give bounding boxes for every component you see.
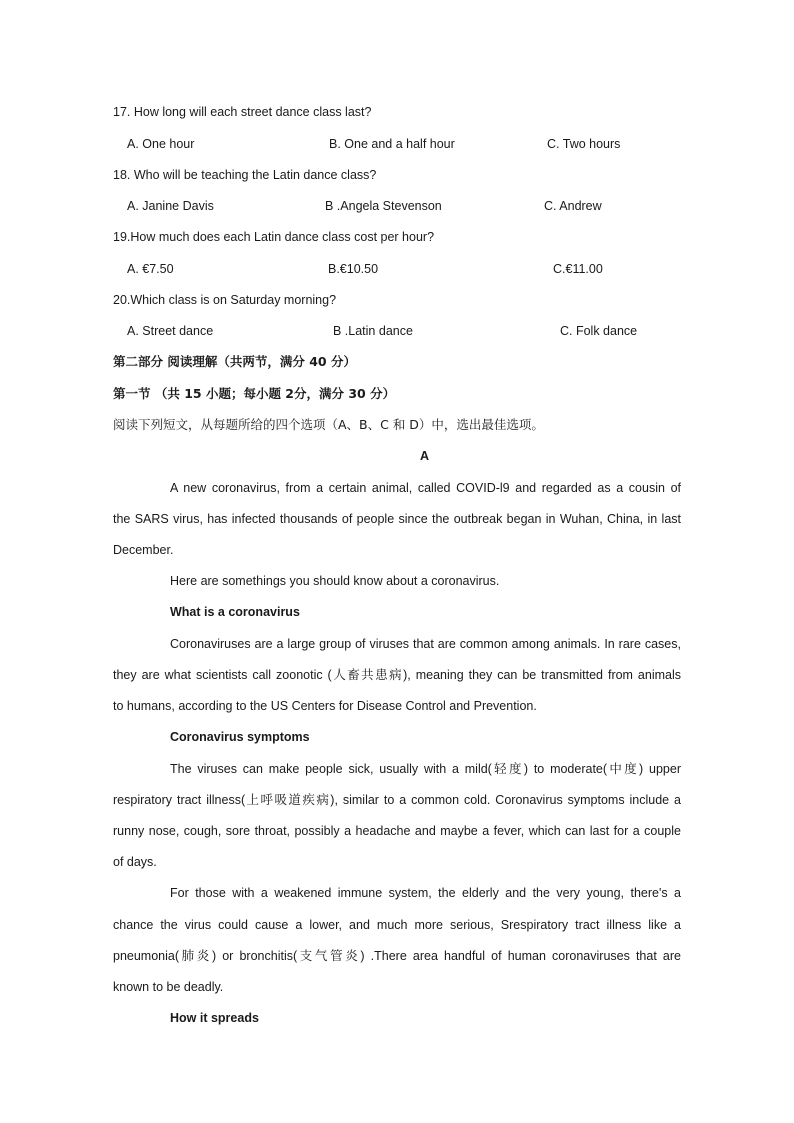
heading-what-is-coronavirus: What is a coronavirus [170, 605, 300, 619]
p2-line-4: of days. [113, 855, 157, 869]
p3-line-3: pneumonia(肺炎) or bronchitis(支气管炎) .There area handful of human coronaviruses that are [113, 949, 681, 963]
heading-how-it-spreads: How it spreads [170, 1011, 259, 1025]
heading-coronavirus-symptoms: Coronavirus symptoms [170, 730, 310, 744]
part-title: 第二部分 阅读理解（共两节，满分 40 分） [113, 354, 356, 369]
p2-line-3: runny nose, cough, sore throat, possibly a headache and maybe a fever, which can last for a couple [113, 824, 681, 838]
passage-intro-line-1: A new coronavirus, from a certain animal, called COVID-l9 and regarded as a cousin of [170, 481, 681, 495]
passage-intro-2: Here are somethings you should know about a coronavirus. [170, 574, 500, 588]
subsection-title: 第一节 （共 15 小题；每小题 2分，满分 30 分） [113, 386, 396, 401]
p1-line-2: they are what scientists call zoonotic (人畜共患病), meaning they can be transmitted from animals [113, 668, 681, 682]
question-17-option-c: C. Two hours [547, 137, 621, 151]
instructions: 阅读下列短文，从每题所给的四个选项（A、B、C 和 D）中，选出最佳选项。 [113, 417, 544, 432]
passage-intro-line-3: December. [113, 543, 174, 557]
passage-intro-line-2: the SARS virus, has infected thousands of people since the outbreak began in Wuhan, China, in last [113, 512, 681, 526]
question-19-option-c: C.€11.00 [553, 262, 603, 276]
question-18-option-b: B .Angela Stevenson [325, 199, 442, 213]
p1-line-1: Coronaviruses are a large group of viruses that are common among animals. In rare cases, [170, 637, 681, 651]
question-20-option-b: B .Latin dance [333, 324, 413, 338]
p2-line-1: The viruses can make people sick, usually with a mild(轻度) to moderate(中度) upper [170, 762, 681, 776]
p3-line-4: known to be deadly. [113, 980, 224, 994]
question-18-stem: 18. Who will be teaching the Latin dance class? [113, 168, 377, 182]
question-18-option-a: A. Janine Davis [127, 199, 214, 213]
question-20-option-c: C. Folk dance [560, 324, 638, 338]
p3-line-1: For those with a weakened immune system, the elderly and the very young, there's a [170, 886, 681, 900]
question-19-option-b: B.€10.50 [328, 262, 379, 276]
question-18-option-c: C. Andrew [544, 199, 602, 213]
passage-letter: A [420, 449, 430, 463]
question-20-stem: 20.Which class is on Saturday morning? [113, 293, 337, 307]
p2-line-2: respiratory tract illness(上呼吸道疾病), similar to a common cold. Coronavirus symptoms include a [113, 793, 681, 807]
p3-line-2: chance the virus could cause a lower, and much more serious, Srespiratory tract illness like a [113, 918, 681, 932]
question-19-stem: 19.How much does each Latin dance class cost per hour? [113, 230, 435, 244]
question-20-option-a: A. Street dance [127, 324, 214, 338]
question-17-stem: 17. How long will each street dance class last? [113, 105, 372, 119]
question-19-option-a: A. €7.50 [127, 262, 174, 276]
question-17-option-b: B. One and a half hour [329, 137, 455, 151]
question-17-option-a: A. One hour [127, 137, 195, 151]
p1-line-3: to humans, according to the US Centers for Disease Control and Prevention. [113, 699, 537, 713]
